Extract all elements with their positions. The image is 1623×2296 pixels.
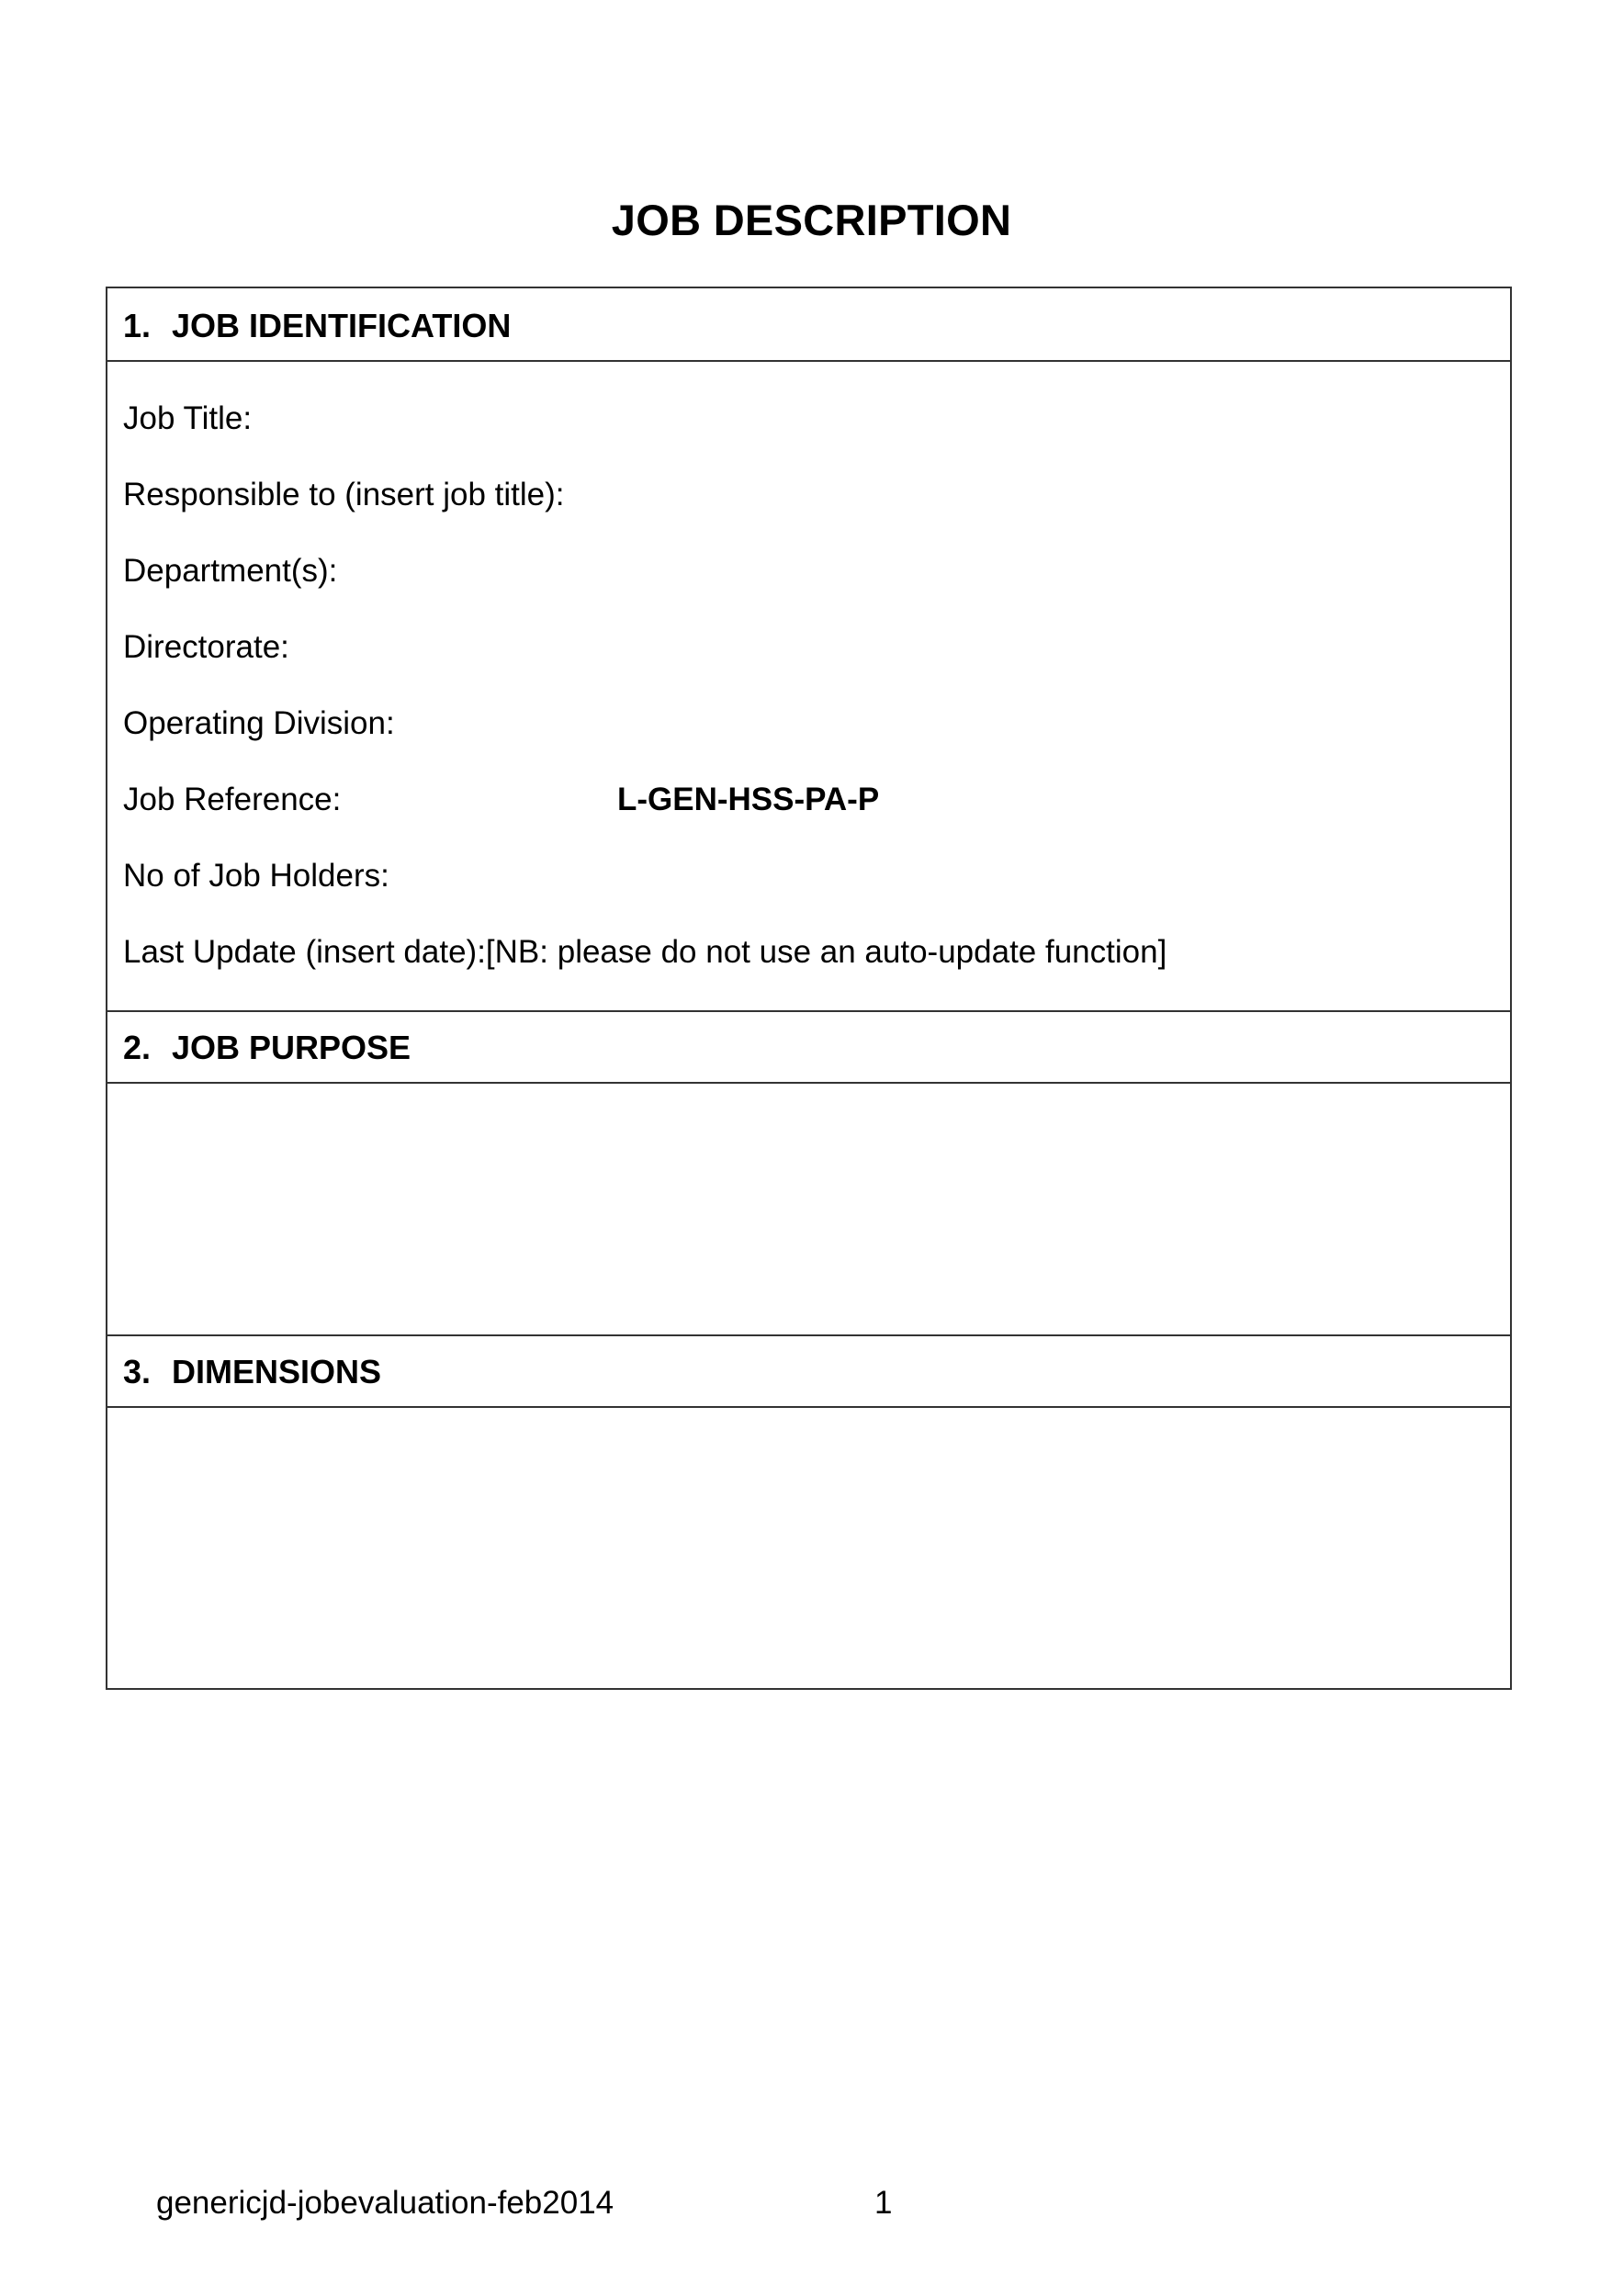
section-job-identification-header: [123, 307, 511, 345]
section-job-purpose-header: [123, 1029, 411, 1067]
field-departments-label: Department(s):: [123, 553, 338, 589]
page-number: 1: [874, 2185, 893, 2221]
divider: [107, 1334, 1510, 1336]
field-job-reference-label: Job Reference:: [123, 782, 342, 817]
section-number: 1.: [123, 307, 152, 344]
divider: [107, 1082, 1510, 1084]
field-job-title-label: Job Title:: [123, 400, 253, 436]
field-responsible-to-label: Responsible to (insert job title):: [123, 477, 565, 512]
field-operating-division-label: Operating Division:: [123, 705, 395, 741]
document-title: JOB DESCRIPTION: [611, 196, 1012, 244]
divider: [107, 1406, 1510, 1408]
section-title: JOB IDENTIFICATION: [172, 307, 512, 344]
field-last-update-label: Last Update (insert date):[NB: please do not use an auto-update function]: [123, 934, 1167, 970]
field-job-holders-label: No of Job Holders:: [123, 858, 389, 894]
section-title: DIMENSIONS: [172, 1353, 382, 1390]
section-dimensions-header: [123, 1353, 381, 1391]
footer-filename: genericjd-jobevaluation-feb2014: [156, 2185, 614, 2221]
divider: [107, 360, 1510, 362]
dimensions-body[interactable]: [123, 1423, 1482, 1671]
section-number: 2.: [123, 1029, 152, 1066]
job-description-form: [106, 287, 1512, 1690]
section-title: JOB PURPOSE: [172, 1029, 411, 1066]
field-job-reference-value: L-GEN-HSS-PA-P: [617, 782, 880, 817]
job-purpose-body[interactable]: [123, 1097, 1482, 1326]
divider: [107, 1010, 1510, 1012]
section-number: 3.: [123, 1353, 152, 1390]
field-directorate-label: Directorate:: [123, 629, 289, 665]
